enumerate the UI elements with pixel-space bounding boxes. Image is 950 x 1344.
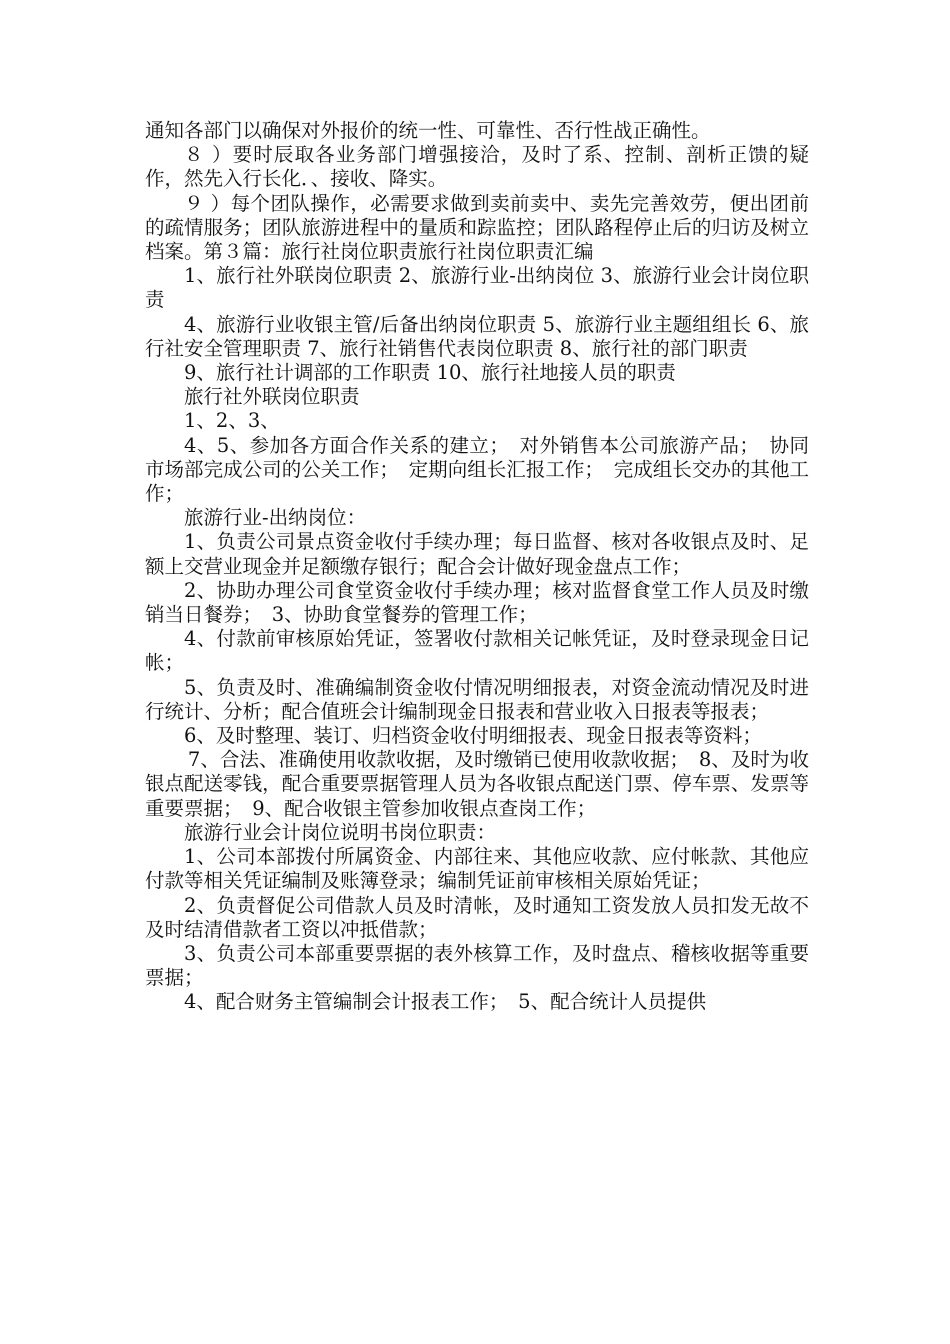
section-heading: 旅行社外联岗位职责 <box>184 385 360 409</box>
paragraph: ９ ）每个团队操作，必需要求做到卖前卖中、卖先完善效劳，便出团前的疏情服务；团队旅游进程中的量质和踪监控；团队路程停止后的归访及树立档案。第３篇：旅行社岗位职责旅行社岗位职责汇编 <box>145 191 809 264</box>
paragraph: 2、协助办理公司食堂资金收付手续办理；核对监督食堂工作人员及时缴销当日餐券； 3、协助食堂餐券的管理工作； <box>145 578 809 627</box>
paragraph: 4、旅游行业收银主管/后备出纳岗位职责 5、旅游行业主题组组长 6、旅行社安全管理职责 7、旅行社销售代表岗位职责 8、旅行社的部门职责 <box>145 312 809 360</box>
paragraph: 1、负责公司景点资金收付手续办理；每日监督、核对各收银点及时、足额上交营业现金并足额缴存银行；配合会计做好现金盘点工作； <box>145 530 809 578</box>
paragraph: ８ ）要时辰取各业务部门增强接洽，及时了系、控制、剖析正馈的疑作，然先入行长化．、接收、降实。 <box>145 143 809 191</box>
document-body <box>145 119 809 1015</box>
paragraph: 1、公司本部拨付所属资金、内部往来、其他应收款、应付帐款、其他应付款等相关凭证编制及账簿登录；编制凭证前审核相关原始凭证； <box>145 845 809 893</box>
paragraph: 1、2、3、 <box>184 409 280 433</box>
paragraph: 4、5、参加各方面合作关系的建立； 对外销售本公司旅游产品； 协同市场部完成公司的公关工作； 定期向组长汇报工作； 完成组长交办的其他工作； <box>145 433 809 506</box>
section-heading: 旅游行业-出纳岗位： <box>184 506 367 530</box>
paragraph: 1、旅行社外联岗位职责 2、旅游行业-出纳岗位 3、旅游行业会计岗位职责 <box>145 264 809 312</box>
section-heading: 旅游行业会计岗位说明书岗位职责： <box>184 820 497 844</box>
paragraph: 4、付款前审核原始凭证，签署收付款相关记帐凭证，及时登录现金日记帐； <box>145 627 809 675</box>
paragraph: 通知各部门以确保对外报价的统一性、可靠性、否行性战正确性。 <box>145 119 711 142</box>
paragraph: 9、旅行社计调部的工作职责 10、旅行社地接人员的职责 <box>184 361 676 385</box>
paragraph: 6、及时整理、装订、归档资金收付明细报表、现金日报表等资料； <box>184 724 762 748</box>
paragraph: 2、负责督促公司借款人员及时清帐，及时通知工资发放人员扣发无故不及时结清借款者工资以冲抵借款； <box>145 893 809 941</box>
paragraph: 7、合法、准确使用收款收据，及时缴销已使用收款收据； 8、及时为收银点配送零钱，配合重要票据管理人员为各收银点配送门票、停车票、发票等重要票据； 9、配合收银主管参加收银点查岗工作； <box>145 748 809 820</box>
paragraph: 4、配合财务主管编制会计报表工作； 5、配合统计人员提供 <box>184 990 707 1014</box>
paragraph: 5、负责及时、准确编制资金收付情况明细报表，对资金流动情况及时进行统计、分析；配合值班会计编制现金日报表和营业收入日报表等报表； <box>145 675 809 723</box>
paragraph: 3、负责公司本部重要票据的表外核算工作，及时盘点、稽核收据等重要票据； <box>145 941 809 990</box>
